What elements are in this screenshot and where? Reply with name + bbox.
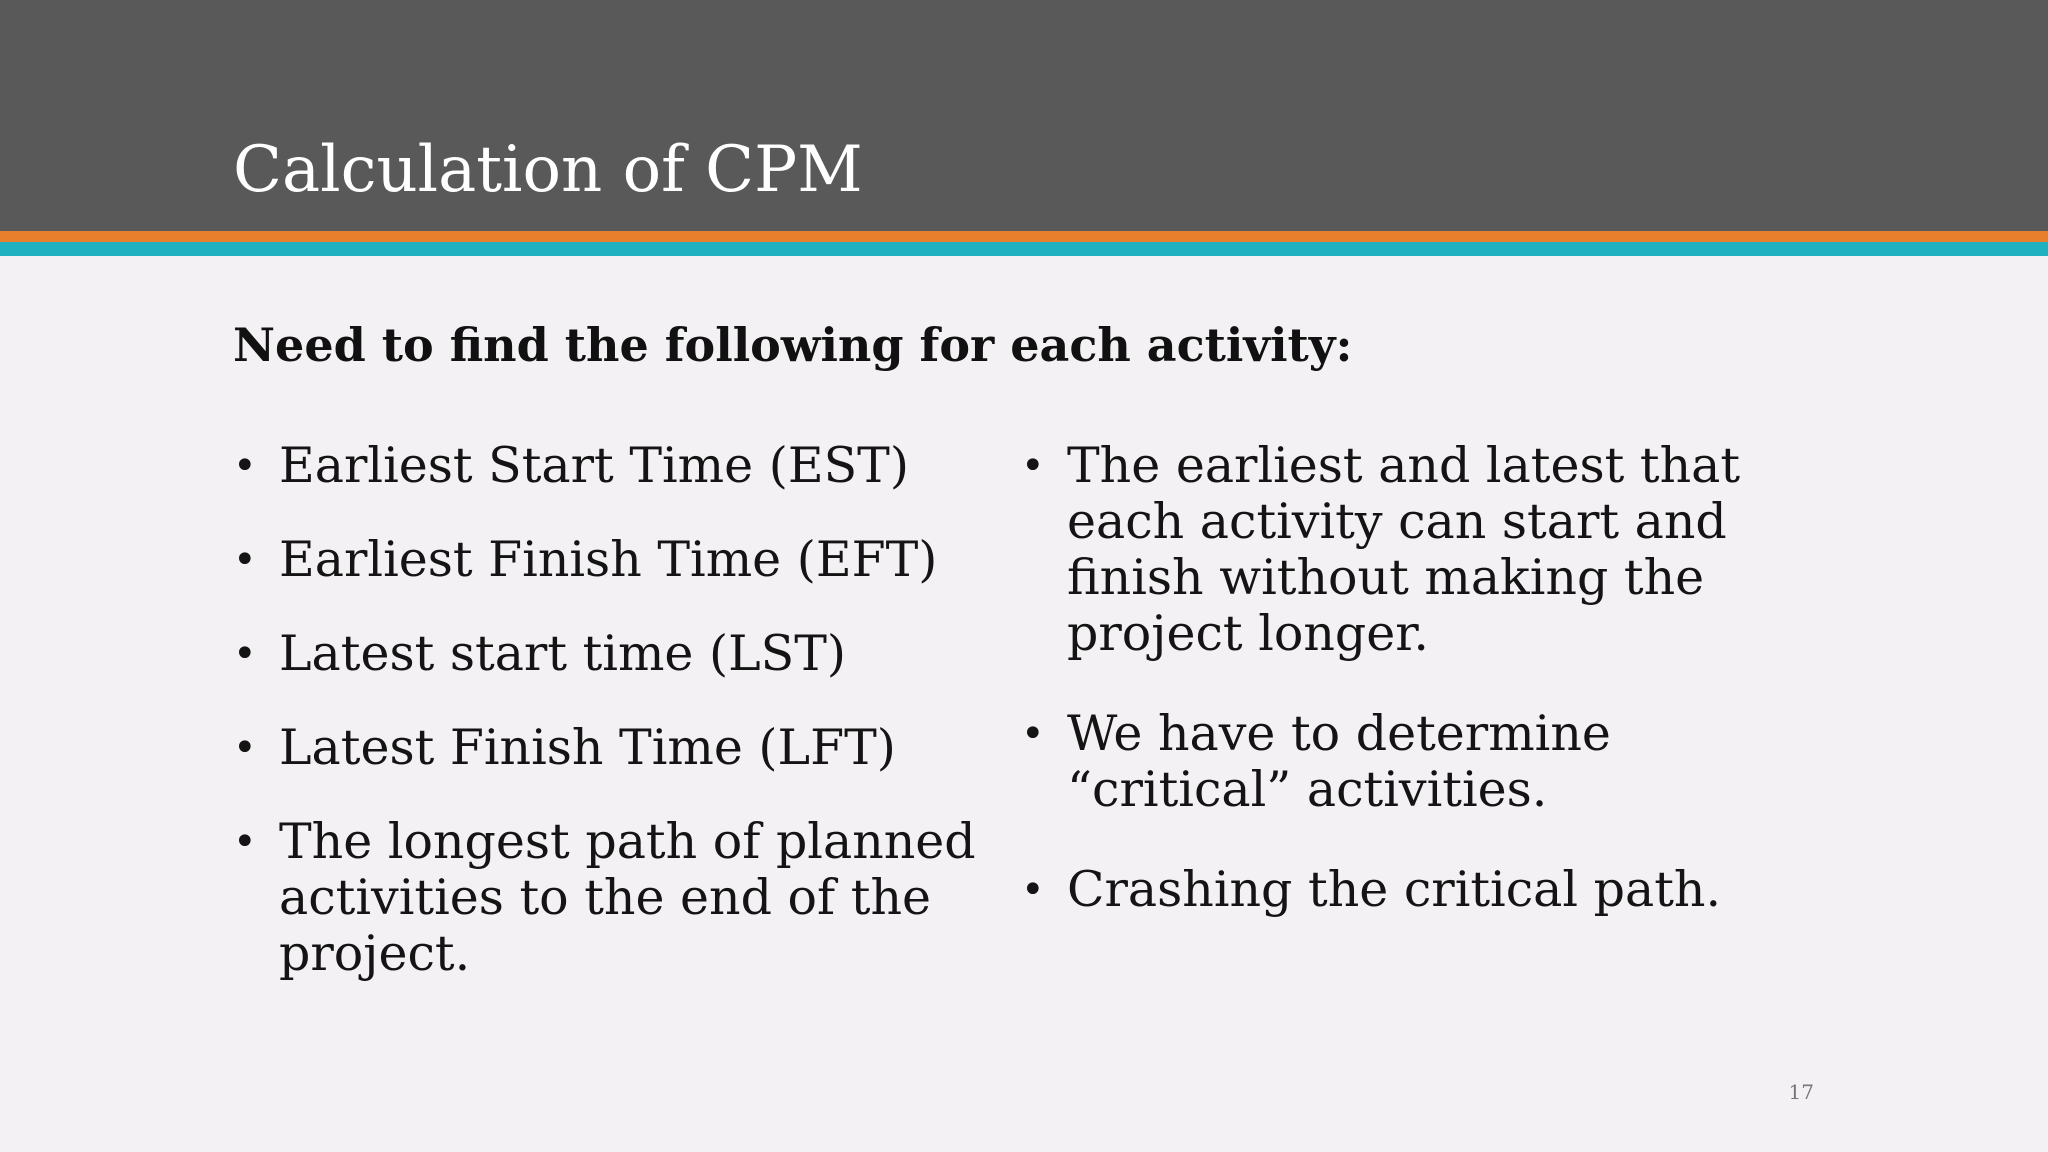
bullet-list-right <box>1021 438 1821 962</box>
bullet-icon: • <box>233 537 257 583</box>
accent-stripe-teal <box>0 242 2048 256</box>
accent-stripe-orange <box>0 231 2048 242</box>
bullet-icon: • <box>233 443 257 489</box>
bullet-icon: • <box>233 725 257 771</box>
bullet-text: Earliest Start Time (EST) <box>279 437 909 494</box>
bullet-icon: • <box>1021 443 1045 489</box>
list-item <box>233 626 993 682</box>
bullet-text: The earliest and latest that each activity can start and finish without making the project longer. <box>1067 437 1741 662</box>
bullet-text: Latest Finish Time (LFT) <box>279 719 896 776</box>
list-item <box>1021 862 1821 918</box>
bullet-text: Latest start time (LST) <box>279 625 847 682</box>
list-item <box>1021 706 1821 818</box>
bullet-icon: • <box>233 631 257 677</box>
bullet-text: Crashing the critical path. <box>1067 861 1722 918</box>
slide-title: Calculation of CPM <box>233 133 863 207</box>
bullet-text: The longest path of planned activities to the end of the project. <box>279 813 976 982</box>
bullet-icon: • <box>1021 867 1045 913</box>
bullet-icon: • <box>1021 711 1045 757</box>
bullet-text: Earliest Finish Time (EFT) <box>279 531 938 588</box>
bullet-icon: • <box>233 819 257 865</box>
subheading: Need to find the following for each activity: <box>233 318 1353 372</box>
page-number: 17 <box>1788 1080 1814 1104</box>
list-item <box>233 438 993 494</box>
list-item <box>233 720 993 776</box>
bullet-text: We have to determine “critical” activities. <box>1067 705 1611 818</box>
list-item <box>233 814 993 982</box>
bullet-list-left <box>233 438 993 1020</box>
list-item <box>233 532 993 588</box>
list-item <box>1021 438 1821 662</box>
